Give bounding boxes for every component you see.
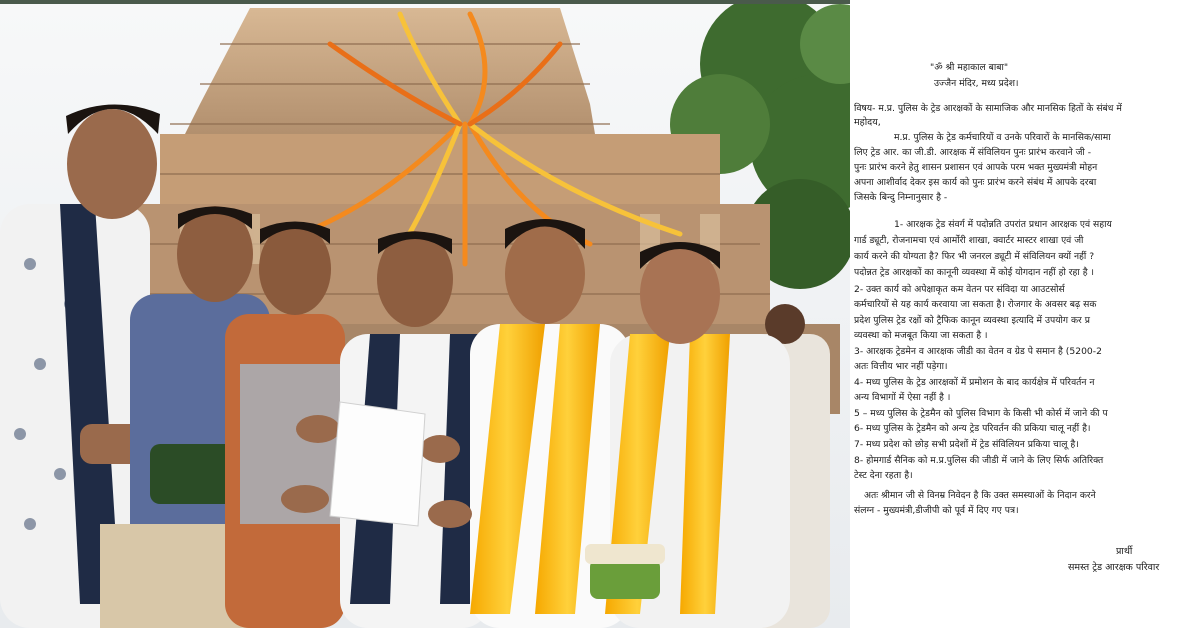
greeting-line: "ॐ श्री महाकाल बाबा" — [930, 62, 1009, 73]
point-line: 8- होमगार्ड सैनिक को म.प्र.पुलिस की जीडी में जाने के लिए सिर्फ अतिरिक्त — [854, 455, 1104, 466]
point-line: अन्य विभागों में ऐसा नहीं है । — [854, 392, 951, 403]
point-line: 4- मध्य पुलिस के ट्रेड आरक्षकों में प्रमोशन के बाद कार्यक्षेत्र में परिवर्तन न — [854, 377, 1095, 388]
request-line: अतः श्रीमान जी से विनम्र निवेदन है कि उक्त समस्याओं के निदान करने — [864, 490, 1096, 501]
point-line: कार्य करने की योग्यता है? फिर भी जनरल ड्यूटी में संविलियन क्यों नहीं ? — [854, 251, 1095, 262]
point-line: व्यवस्था को मजबूत किया जा सकता है । — [854, 330, 988, 341]
attachment-line: संलग्न - मुख्यमंत्री,डीजीपी को पूर्व में दिए गए पत्र। — [854, 505, 1019, 516]
letter-document — [850, 0, 1200, 628]
body-line: लिए ट्रेड आर. का जी.डी. आरक्षक में संविलियन पुनः प्रारंभ करवाने जी - — [854, 147, 1092, 158]
point-line: गार्ड ड्यूटी, रोजनामचा एवं आर्मोरी शाखा, क्वार्टर मास्टर शाखा एवं जी — [854, 235, 1084, 246]
signature-name: समस्त ट्रेड आरक्षक परिवार — [1068, 562, 1160, 573]
temple-crowd-photo-icon — [0, 4, 850, 628]
point-line: पदोन्नत ट्रेड आरक्षकों का कानूनी व्यवस्था में कोई योगदान नहीं हो रहा है । — [854, 267, 1094, 278]
point-line: कर्मचारियों से यह कार्य करवाया जा सकता है। रोजगार के अवसर बढ़ सक — [854, 299, 1097, 310]
point-line: अतः वित्तीय भार नहीं पड़ेगा। — [854, 361, 948, 372]
point-line: 5 – मध्य पुलिस के ट्रेडमैन को पुलिस विभाग के किसी भी कोर्स में जाने की प — [854, 408, 1108, 419]
body-line: म.प्र. पुलिस के ट्रेड कर्मचारियों व उनके परिवारों के मानसिक/सामा — [894, 132, 1111, 143]
point-line: 1- आरक्षक ट्रेड संवर्ग में पदोन्नति उपरांत प्रधान आरक्षक एवं सहाय — [894, 219, 1112, 230]
point-line: 2- उक्त कार्य को अपेक्षाकृत कम वेतन पर संविदा या आउटसोर्स — [854, 284, 1065, 295]
point-line: 3- आरक्षक ट्रेडमेन व आरक्षक जीडी का वेतन व ग्रेड पे समान है (5200-2 — [854, 346, 1102, 357]
point-line: टेस्ट देना रहता है। — [854, 470, 913, 481]
body-line: पुनः प्रारंभ करने हेतु शासन प्रशासन एवं आपके परम भक्त मुख्यमंत्री मोहन — [854, 162, 1098, 173]
news-photo — [0, 4, 850, 628]
point-line: 7- मध्य प्रदेश को छोड़ सभी प्रदेशों में ट्रेड संविलियन प्रकिया चालू है। — [854, 439, 1079, 450]
point-line: 6- मध्य पुलिस के ट्रेडमैन को अन्य ट्रेड परिवर्तन की प्रकिया चालू नहीं है। — [854, 423, 1091, 434]
body-line: जिसके बिन्दु निम्नानुसार है - — [854, 192, 948, 203]
address-line: उज्जैन मंदिर, मध्य प्रदेश। — [934, 78, 1019, 89]
signature-title: प्रार्थी — [1116, 546, 1133, 557]
point-line: प्रदेश पुलिस ट्रेड रक्षों को ट्रैफिक कानून व्यवस्था इत्यादि में उपयोग कर प्र — [854, 315, 1090, 326]
letter-salutation: महोदय, — [854, 117, 881, 128]
body-line: अपना आशीर्वाद देकर इस कार्य को पुनः प्रारंभ करने संबंध में आपके दरबा — [854, 177, 1097, 188]
letter-paper — [330, 402, 425, 526]
letter-subject: विषय- म.प्र. पुलिस के ट्रेड आरक्षकों के सामाजिक और मानसिक हितों के संबंध में — [854, 103, 1122, 114]
